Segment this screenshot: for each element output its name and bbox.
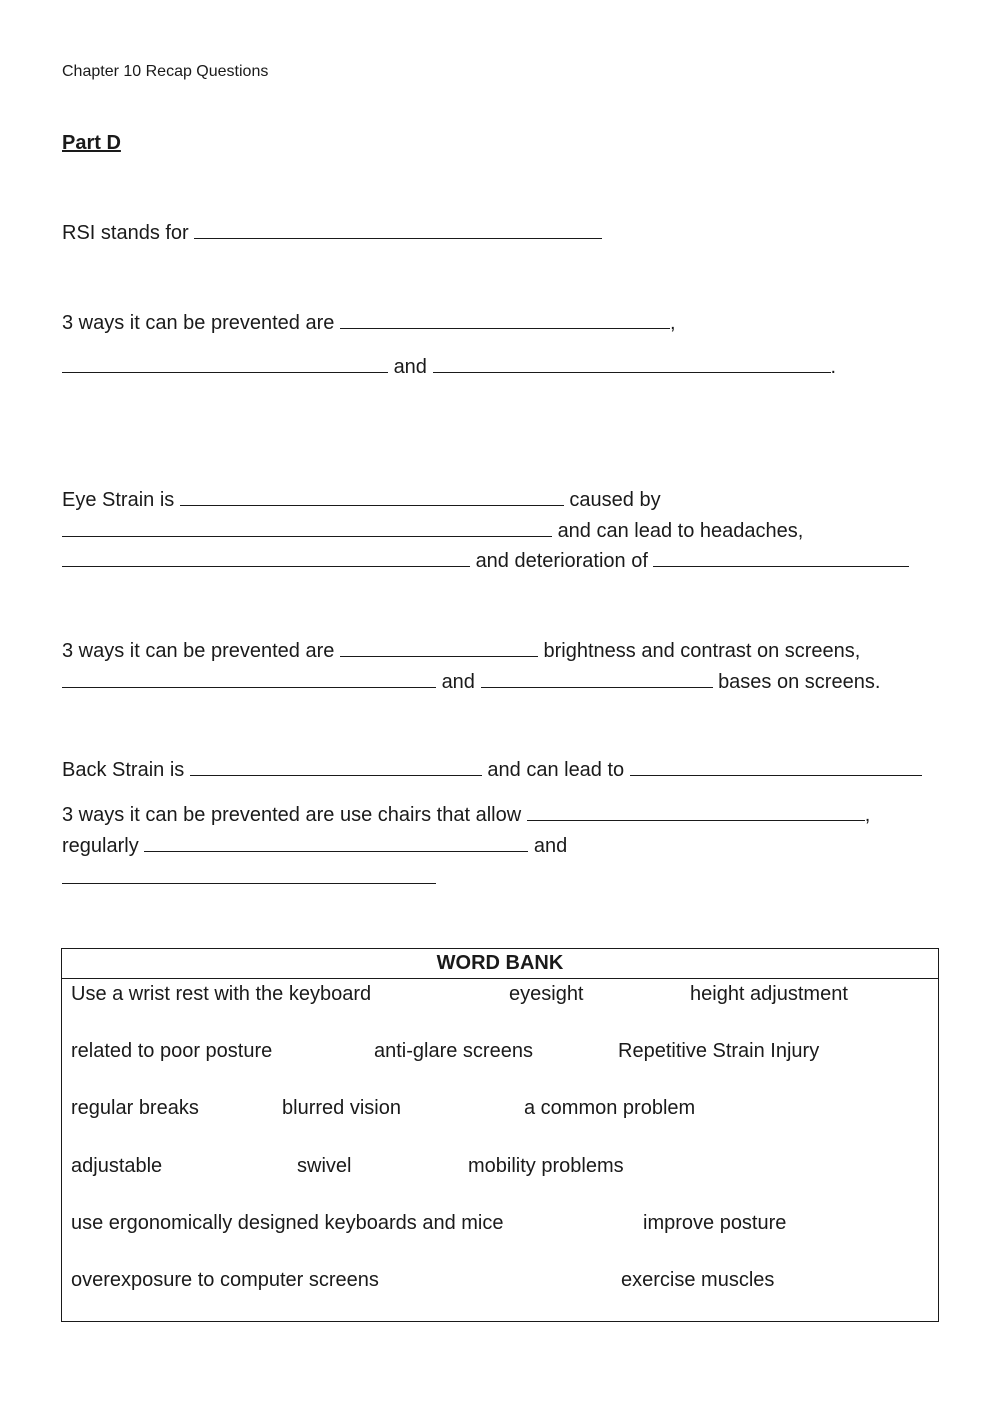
eye-strain-line-1 bbox=[62, 486, 661, 512]
word-bank-item[interactable]: Use a wrist rest with the keyboard bbox=[71, 983, 372, 1005]
eye-prevention-line-2 bbox=[62, 668, 880, 694]
word-bank-item[interactable]: anti-glare screens bbox=[374, 1040, 533, 1062]
word-bank-item[interactable]: eyesight bbox=[509, 983, 584, 1005]
back-prevent-blank-1[interactable] bbox=[527, 801, 865, 821]
rsi-prevent-label: 3 ways it can be prevented are bbox=[62, 312, 335, 334]
comma-text: , bbox=[864, 804, 871, 826]
back-prevention-line-3 bbox=[62, 864, 436, 890]
eye-prevent-blank-1[interactable] bbox=[340, 637, 538, 657]
eye-strain-line-2 bbox=[62, 517, 803, 543]
word-bank-item[interactable]: exercise muscles bbox=[621, 1269, 775, 1291]
eye-prevention-line-1 bbox=[62, 637, 860, 663]
back-prevent-blank-2[interactable] bbox=[144, 832, 528, 852]
rsi-prevention-line-2 bbox=[62, 353, 836, 379]
word-bank-item[interactable]: adjustable bbox=[71, 1155, 163, 1177]
rsi-answer-blank[interactable] bbox=[194, 219, 602, 239]
and-text: and bbox=[393, 356, 427, 378]
eye-prevent-blank-2[interactable] bbox=[62, 668, 436, 688]
word-bank-item[interactable]: regular breaks bbox=[71, 1097, 199, 1119]
rsi-label: RSI stands for bbox=[62, 222, 189, 244]
word-bank-box bbox=[61, 948, 939, 1322]
word-bank-title: WORD BANK bbox=[62, 949, 938, 979]
word-bank-item[interactable]: improve posture bbox=[643, 1212, 787, 1234]
word-bank-item[interactable]: Repetitive Strain Injury bbox=[618, 1040, 820, 1062]
regularly-text: regularly bbox=[62, 835, 139, 857]
eye-strain-blank-3[interactable] bbox=[62, 547, 470, 567]
back-strain-blank-1[interactable] bbox=[190, 756, 482, 776]
chairs-label: 3 ways it can be prevented are use chairs that allow bbox=[62, 804, 522, 826]
word-bank-item[interactable]: overexposure to computer screens bbox=[71, 1269, 379, 1291]
back-strain-label: Back Strain is bbox=[62, 759, 185, 781]
word-bank-item[interactable]: swivel bbox=[297, 1155, 352, 1177]
chapter-title: Chapter 10 Recap Questions bbox=[62, 63, 269, 80]
eye-strain-blank-1[interactable] bbox=[180, 486, 564, 506]
word-bank-item[interactable]: blurred vision bbox=[282, 1097, 401, 1119]
word-bank-item[interactable]: use ergonomically designed keyboards and mice bbox=[71, 1212, 504, 1234]
back-strain-blank-2[interactable] bbox=[630, 756, 922, 776]
eye-prevent-label: 3 ways it can be prevented are bbox=[62, 640, 335, 662]
bases-text: bases on screens. bbox=[718, 671, 881, 693]
eye-strain-label: Eye Strain is bbox=[62, 489, 175, 511]
deterioration-text: and deterioration of bbox=[475, 550, 648, 572]
period-text: . bbox=[830, 356, 837, 378]
word-bank-item[interactable]: mobility problems bbox=[468, 1155, 624, 1177]
lead-to-headaches-text: and can lead to headaches, bbox=[557, 520, 804, 542]
part-title: Part D bbox=[62, 132, 121, 154]
rsi-prevent-blank-3[interactable] bbox=[433, 353, 831, 373]
caused-by-text: caused by bbox=[569, 489, 661, 511]
back-prevention-line-1 bbox=[62, 801, 870, 827]
can-lead-to-text: and can lead to bbox=[487, 759, 625, 781]
rsi-prevention-line-1 bbox=[62, 309, 676, 335]
and-text: and bbox=[533, 835, 568, 857]
word-bank-item[interactable]: height adjustment bbox=[690, 983, 848, 1005]
rsi-prevent-blank-2[interactable] bbox=[62, 353, 388, 373]
and-text: and bbox=[441, 671, 475, 693]
eye-strain-blank-2[interactable] bbox=[62, 517, 552, 537]
brightness-text: brightness and contrast on screens, bbox=[543, 640, 861, 662]
word-bank-item[interactable]: a common problem bbox=[524, 1097, 696, 1119]
word-bank-item[interactable]: related to poor posture bbox=[71, 1040, 273, 1062]
back-strain-line-1 bbox=[62, 756, 922, 782]
back-prevention-line-2 bbox=[62, 832, 567, 858]
eye-strain-line-3 bbox=[62, 547, 909, 573]
back-prevent-blank-3[interactable] bbox=[62, 864, 436, 884]
eye-prevent-blank-3[interactable] bbox=[481, 668, 713, 688]
eye-strain-blank-4[interactable] bbox=[653, 547, 909, 567]
rsi-question bbox=[62, 219, 602, 245]
rsi-prevent-blank-1[interactable] bbox=[340, 309, 670, 329]
comma-text: , bbox=[669, 312, 676, 334]
